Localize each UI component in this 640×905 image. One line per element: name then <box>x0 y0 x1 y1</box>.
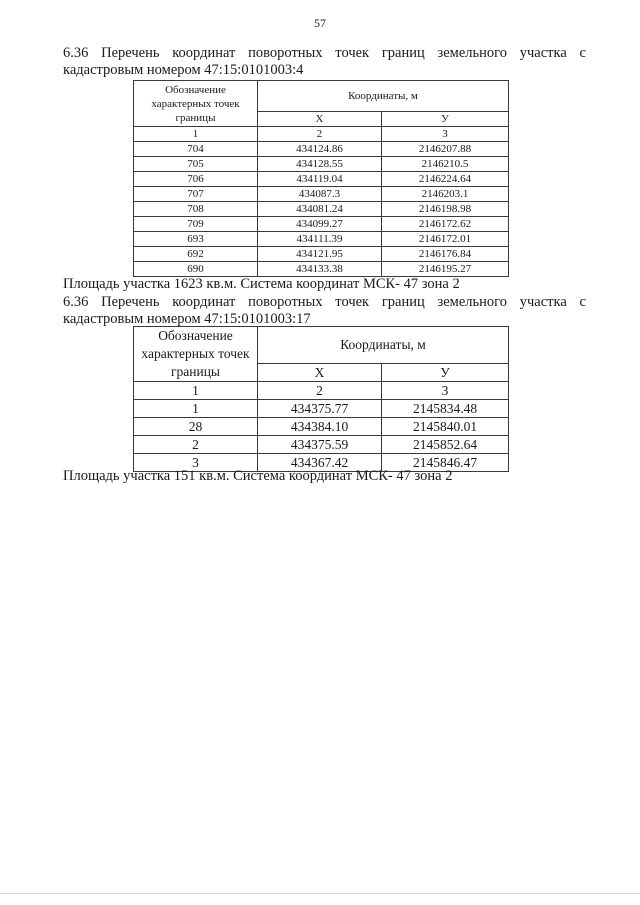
x-coordinate: 434128.55 <box>258 157 382 172</box>
table-row <box>134 247 509 262</box>
header-x: Х <box>258 363 382 381</box>
point-number: 708 <box>134 202 258 217</box>
y-coordinate: 2146210.5 <box>382 157 509 172</box>
area-summary: Площадь участка 1623 кв.м. Система координат МСК- 47 зона 2 <box>63 276 460 292</box>
section-number: 6.36 <box>63 294 89 310</box>
coordinates-table <box>133 326 509 472</box>
table-row <box>134 436 509 454</box>
heading-line-1 <box>63 294 586 311</box>
heading-word: координат <box>172 294 236 310</box>
column-index-row <box>134 382 509 400</box>
heading-word: Перечень <box>101 45 160 61</box>
heading-word: координат <box>172 45 236 61</box>
header-y: У <box>382 363 509 381</box>
table-row <box>134 202 509 217</box>
point-number: 1 <box>134 400 258 418</box>
column-index: 1 <box>134 127 258 142</box>
y-coordinate: 2145840.01 <box>382 418 509 436</box>
header-coordinates: Координаты, м <box>258 81 509 112</box>
point-number: 706 <box>134 172 258 187</box>
x-coordinate: 434384.10 <box>258 418 382 436</box>
y-coordinate: 2146195.27 <box>382 262 509 277</box>
x-coordinate: 434121.95 <box>258 247 382 262</box>
x-coordinate: 434119.04 <box>258 172 382 187</box>
heading-word: Перечень <box>101 294 160 310</box>
header-coordinates: Координаты, м <box>258 327 509 364</box>
table-row <box>134 262 509 277</box>
header-y: У <box>382 112 509 127</box>
header-x: Х <box>258 112 382 127</box>
heading-word: точек <box>335 294 370 310</box>
x-coordinate: 434081.24 <box>258 202 382 217</box>
y-coordinate: 2146224.64 <box>382 172 509 187</box>
column-index-row <box>134 127 509 142</box>
point-number: 693 <box>134 232 258 247</box>
table-row <box>134 157 509 172</box>
table-row <box>134 187 509 202</box>
heading-word: с <box>579 294 586 310</box>
heading-word: точек <box>335 45 370 61</box>
page-edge-divider <box>0 893 640 894</box>
heading-word: поворотных <box>248 45 323 61</box>
y-coordinate: 2146172.01 <box>382 232 509 247</box>
x-coordinate: 434124.86 <box>258 142 382 157</box>
y-coordinate: 2146203.1 <box>382 187 509 202</box>
y-coordinate: 2145852.64 <box>382 436 509 454</box>
heading-word: участка <box>519 294 567 310</box>
x-coordinate: 434375.77 <box>258 400 382 418</box>
x-coordinate: 434367.42 <box>258 454 382 472</box>
header-point-designation: Обозначение характерных точек границы <box>134 81 258 127</box>
table-row <box>134 217 509 232</box>
x-coordinate: 434099.27 <box>258 217 382 232</box>
heading-line-2: кадастровым номером 47:15:0101003:17 <box>63 311 311 327</box>
heading-line-2: кадастровым номером 47:15:0101003:4 <box>63 62 304 78</box>
point-number: 2 <box>134 436 258 454</box>
heading-line-1 <box>63 45 586 62</box>
y-coordinate: 2146172.62 <box>382 217 509 232</box>
section-heading <box>63 294 586 328</box>
point-number: 3 <box>134 454 258 472</box>
heading-word: земельного <box>437 45 507 61</box>
x-coordinate: 434087.3 <box>258 187 382 202</box>
x-coordinate: 434375.59 <box>258 436 382 454</box>
area-summary: Площадь участка 151 кв.м. Система координат МСК- 47 зона 2 <box>63 468 453 484</box>
column-index: 2 <box>258 127 382 142</box>
heading-word: с <box>579 45 586 61</box>
point-number: 709 <box>134 217 258 232</box>
y-coordinate: 2146198.98 <box>382 202 509 217</box>
y-coordinate: 2145834.48 <box>382 400 509 418</box>
table-row <box>134 172 509 187</box>
heading-word: границ <box>381 294 425 310</box>
column-index: 3 <box>382 382 509 400</box>
x-coordinate: 434133.38 <box>258 262 382 277</box>
section-number: 6.36 <box>63 45 89 61</box>
page-number: 57 <box>314 16 326 30</box>
point-number: 704 <box>134 142 258 157</box>
heading-word: участка <box>519 45 567 61</box>
table-row <box>134 232 509 247</box>
header-point-designation: Обозначение характерных точек границы <box>134 327 258 382</box>
section-heading <box>63 45 586 79</box>
coordinates-table <box>133 80 509 277</box>
point-number: 690 <box>134 262 258 277</box>
y-coordinate: 2146207.88 <box>382 142 509 157</box>
point-number: 692 <box>134 247 258 262</box>
column-index: 1 <box>134 382 258 400</box>
heading-word: границ <box>381 45 425 61</box>
heading-word: земельного <box>437 294 507 310</box>
point-number: 707 <box>134 187 258 202</box>
point-number: 28 <box>134 418 258 436</box>
table-row <box>134 142 509 157</box>
table-row <box>134 400 509 418</box>
point-number: 705 <box>134 157 258 172</box>
y-coordinate: 2145846.47 <box>382 454 509 472</box>
column-index: 2 <box>258 382 382 400</box>
y-coordinate: 2146176.84 <box>382 247 509 262</box>
x-coordinate: 434111.39 <box>258 232 382 247</box>
column-index: 3 <box>382 127 509 142</box>
table-row <box>134 418 509 436</box>
heading-word: поворотных <box>248 294 323 310</box>
